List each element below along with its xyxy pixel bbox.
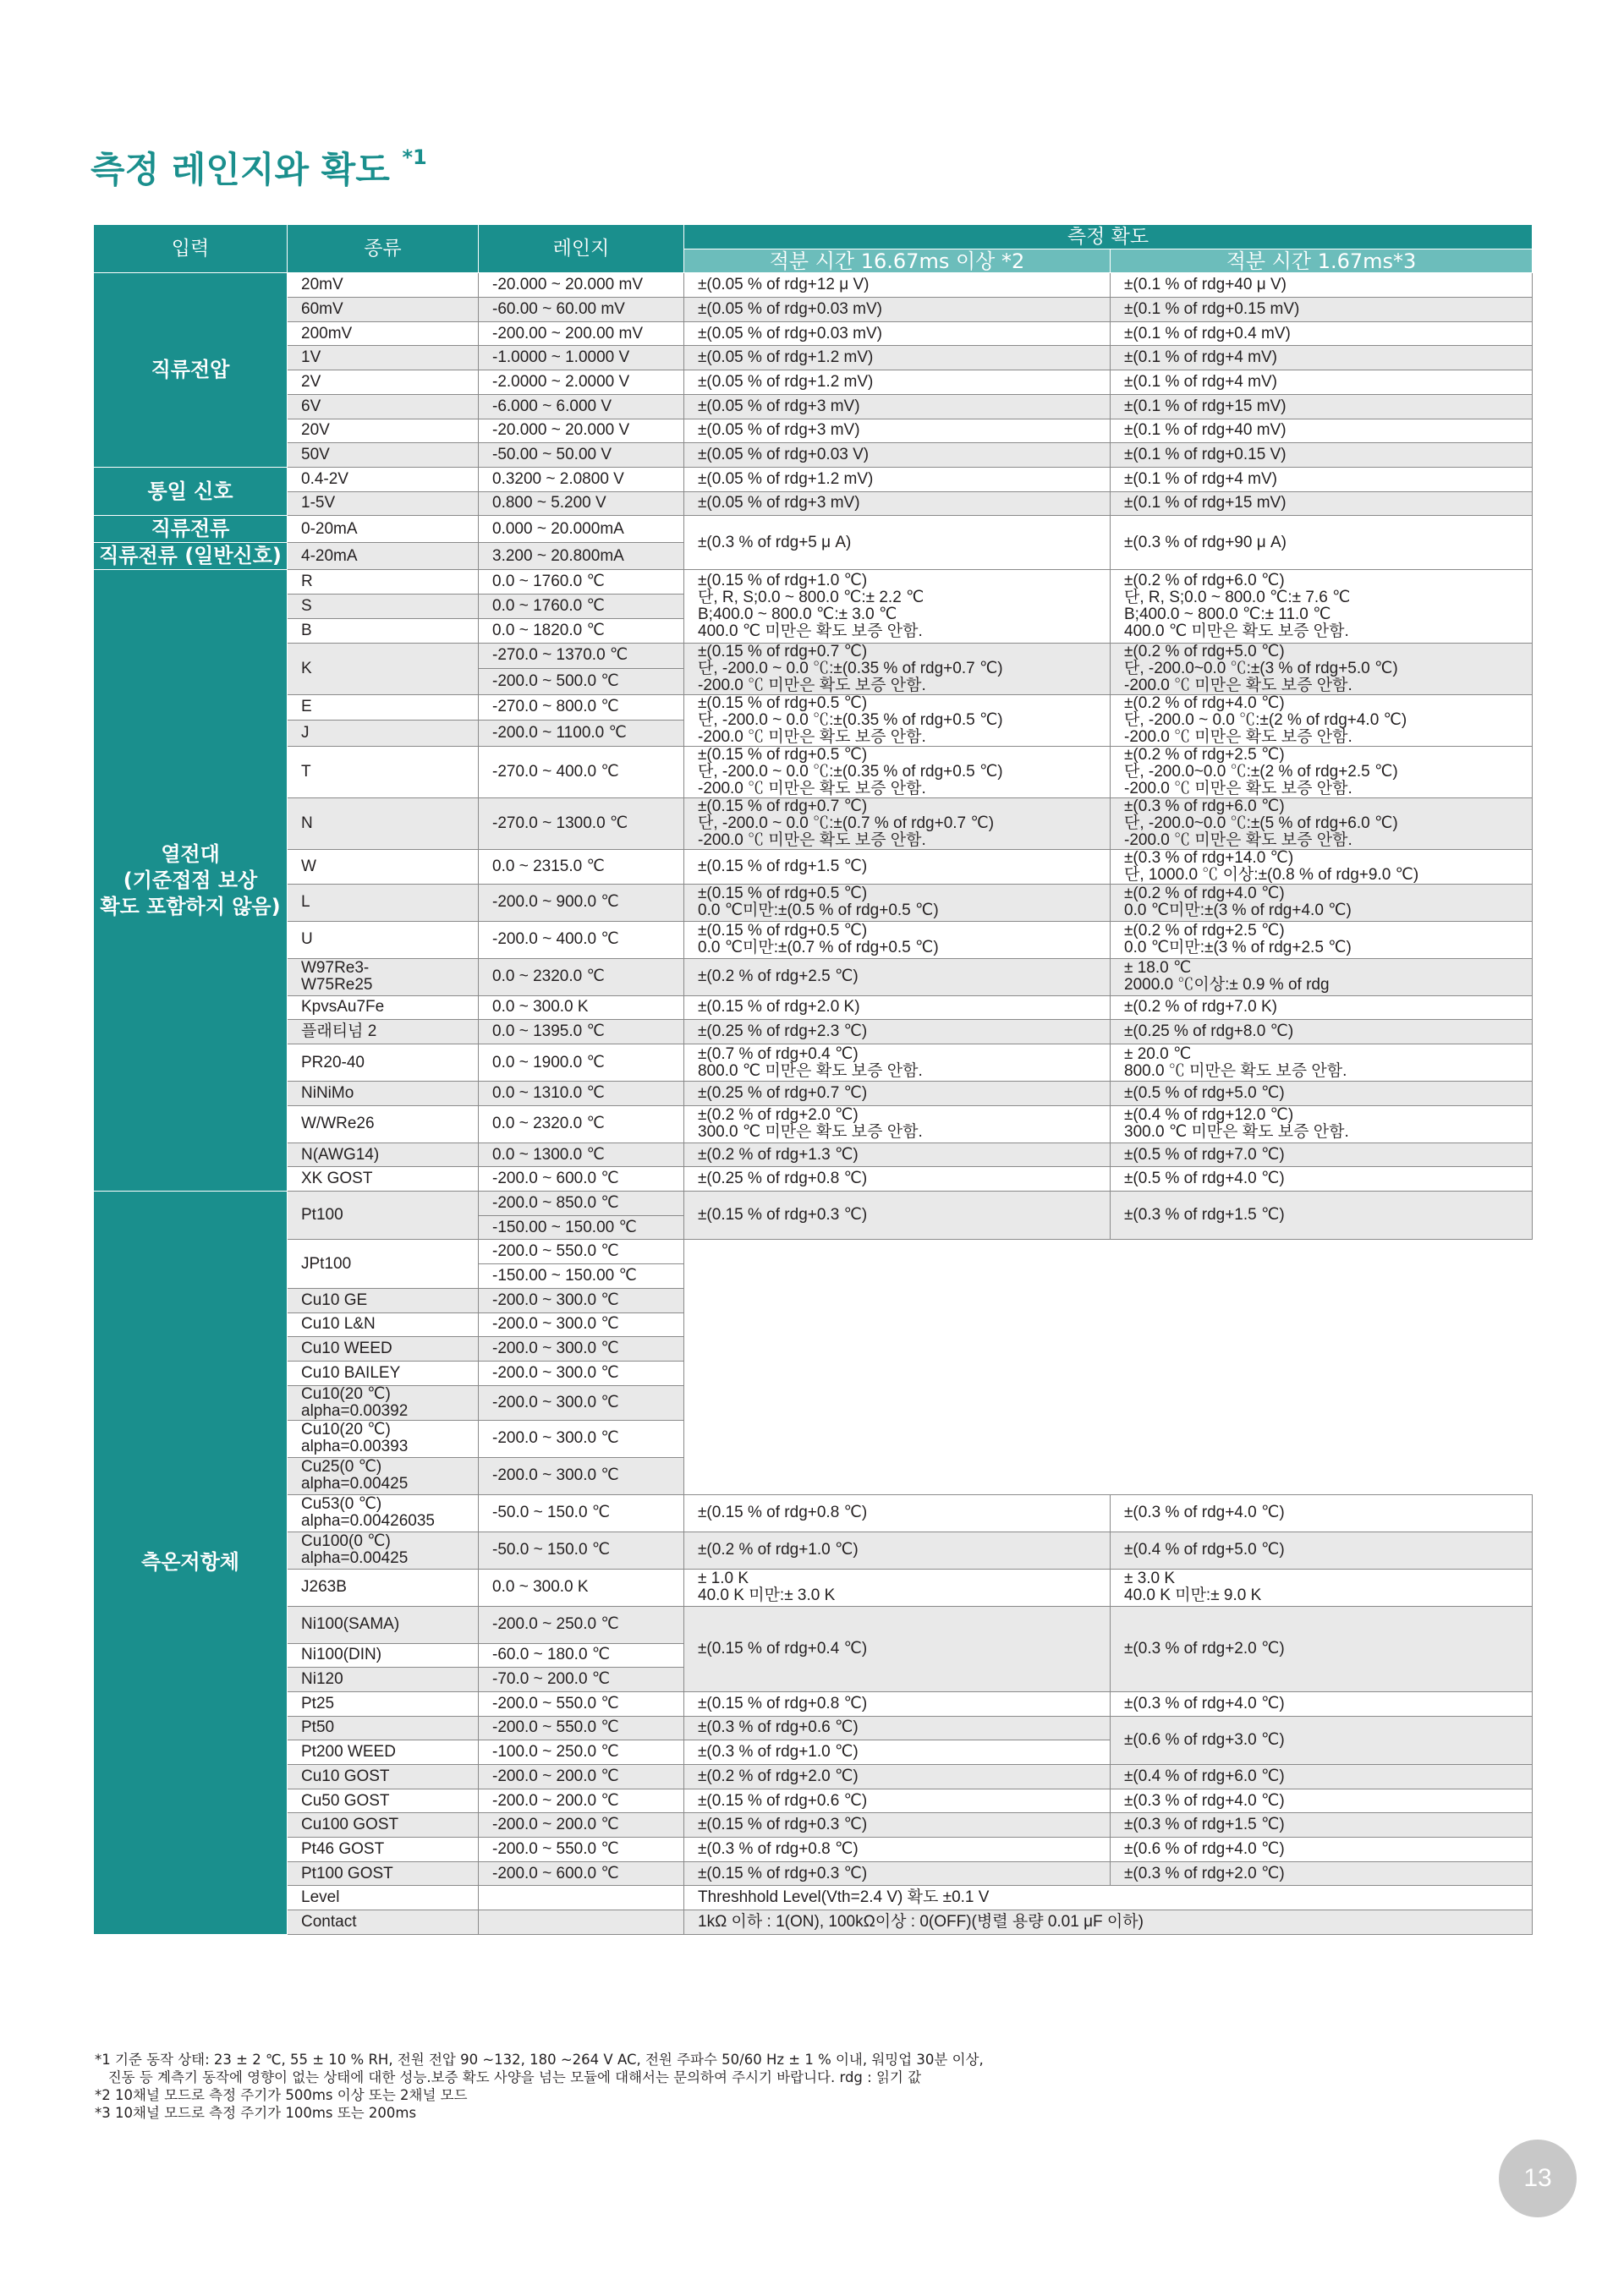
table-row bbox=[94, 1789, 1533, 1813]
table-row bbox=[94, 321, 1533, 346]
accuracy-1ms-cell: ±(0.1 % of rdg+15 mV) bbox=[1111, 491, 1533, 516]
range-cell: -70.0 ~ 200.0 ℃ bbox=[479, 1668, 684, 1692]
type-cell: 50V bbox=[288, 443, 479, 468]
accuracy-16ms-cell: ±(0.3 % of rdg+1.0 ℃) bbox=[684, 1740, 1111, 1765]
accuracy-16ms-cell: ±(0.2 % of rdg+2.0 ℃) bbox=[684, 1765, 1111, 1789]
table-row bbox=[94, 1082, 1533, 1106]
table-row bbox=[94, 1337, 1533, 1362]
page-title: 측정 레인지와 확도 $^{*1}$ bbox=[91, 145, 427, 190]
accuracy-16ms-cell: ±(0.15 % of rdg+0.5 ℃) 단, -200.0 ~ 0.0 ℃:±(0.35 % of rdg+0.5 ℃) -200.0 ℃ 미만은 확도 보증 안함. bbox=[684, 694, 1111, 746]
range-cell: -200.0 ~ 300.0 ℃ bbox=[479, 1457, 684, 1494]
category-dcv: 직류전압 bbox=[94, 273, 288, 468]
table-row bbox=[94, 1192, 1533, 1216]
range-cell: -200.0 ~ 250.0 ℃ bbox=[479, 1606, 684, 1643]
category-rtd: 측온저항체 bbox=[94, 1192, 288, 1935]
type-cell: Ni100(DIN) bbox=[288, 1643, 479, 1668]
accuracy-16ms-cell: ±(0.05 % of rdg+3 mV) bbox=[684, 419, 1111, 443]
type-cell: 1-5V bbox=[288, 491, 479, 516]
type-cell: Cu10(20 ℃) alpha=0.00393 bbox=[288, 1420, 479, 1457]
accuracy-16ms-cell: ±(0.3 % of rdg+0.8 ℃) bbox=[684, 1838, 1111, 1862]
range-cell: 0.0 ~ 1820.0 ℃ bbox=[479, 618, 684, 643]
type-cell: U bbox=[288, 921, 479, 958]
range-cell bbox=[479, 1910, 684, 1935]
type-cell: 20mV bbox=[288, 273, 479, 298]
table-row bbox=[94, 1167, 1533, 1192]
range-cell: -200.0 ~ 200.0 ℃ bbox=[479, 1789, 684, 1813]
accuracy-16ms-cell: ±(0.25 % of rdg+0.8 ℃) bbox=[684, 1167, 1111, 1192]
accuracy-16ms-cell: ±(0.15 % of rdg+1.5 ℃) bbox=[684, 849, 1111, 884]
type-cell: Pt100 GOST bbox=[288, 1861, 479, 1886]
range-accuracy-table bbox=[93, 224, 1533, 1935]
table-row bbox=[94, 1691, 1533, 1716]
accuracy-16ms-cell: ±(0.15 % of rdg+2.0 K) bbox=[684, 995, 1111, 1020]
range-cell: -200.0 ~ 300.0 ℃ bbox=[479, 1337, 684, 1362]
accuracy-16ms-cell: ±(0.05 % of rdg+3 mV) bbox=[684, 491, 1111, 516]
accuracy-1ms-cell: ±(0.3 % of rdg+90 μ A) bbox=[1111, 516, 1533, 570]
header-type: 종류 bbox=[288, 225, 479, 273]
range-cell: 0.800 ~ 5.200 V bbox=[479, 491, 684, 516]
type-cell: Cu10 L&N bbox=[288, 1312, 479, 1337]
accuracy-16ms-cell: ±(0.25 % of rdg+2.3 ℃) bbox=[684, 1020, 1111, 1044]
accuracy-16ms-cell: ±(0.15 % of rdg+1.0 ℃) 단, R, S;0.0 ~ 800.0 ℃:± 2.2 ℃ B;400.0 ~ 800.0 ℃:± 3.0 ℃ 400.0 ℃ 미만은 확도 보증 안함. bbox=[684, 570, 1111, 643]
category-tc: 열전대 (기준접점 보상 확도 포함하지 않음) bbox=[94, 570, 288, 1192]
accuracy-16ms-cell: ±(0.05 % of rdg+1.2 mV) bbox=[684, 467, 1111, 491]
table-row bbox=[94, 1494, 1533, 1532]
type-cell: 6V bbox=[288, 394, 479, 419]
range-cell: -60.00 ~ 60.00 mV bbox=[479, 298, 684, 322]
accuracy-1ms-cell: ±(0.3 % of rdg+1.5 ℃) bbox=[1111, 1813, 1533, 1838]
range-cell: -200.0 ~ 550.0 ℃ bbox=[479, 1838, 684, 1862]
range-cell: -200.0 ~ 550.0 ℃ bbox=[479, 1240, 684, 1264]
table-row bbox=[94, 1240, 1533, 1264]
type-cell: Cu10 GOST bbox=[288, 1765, 479, 1789]
accuracy-1ms-cell: ±(0.1 % of rdg+40 mV) bbox=[1111, 419, 1533, 443]
table-row bbox=[94, 419, 1533, 443]
type-cell: T bbox=[288, 746, 479, 797]
accuracy-16ms-cell: ±(0.15 % of rdg+0.7 ℃) 단, -200.0 ~ 0.0 ℃:±(0.35 % of rdg+0.7 ℃) -200.0 ℃ 미만은 확도 보증 안함. bbox=[684, 643, 1111, 694]
type-cell: Cu10 BAILEY bbox=[288, 1361, 479, 1385]
range-cell: -200.00 ~ 200.00 mV bbox=[479, 321, 684, 346]
table-row bbox=[94, 1569, 1533, 1606]
type-cell: Pt46 GOST bbox=[288, 1838, 479, 1862]
type-cell: K bbox=[288, 643, 479, 694]
accuracy-16ms-cell: ±(0.15 % of rdg+0.7 ℃) 단, -200.0 ~ 0.0 ℃:±(0.7 % of rdg+0.7 ℃) -200.0 ℃ 미만은 확도 보증 안함. bbox=[684, 797, 1111, 849]
type-cell: PR20-40 bbox=[288, 1044, 479, 1082]
type-cell: 20V bbox=[288, 419, 479, 443]
range-cell: -150.00 ~ 150.00 ℃ bbox=[479, 1264, 684, 1289]
table-row bbox=[94, 298, 1533, 322]
table-row bbox=[94, 1288, 1533, 1312]
type-cell: Level bbox=[288, 1886, 479, 1910]
accuracy-16ms-cell: ±(0.15 % of rdg+0.3 ℃) bbox=[684, 1861, 1111, 1886]
type-cell: Pt50 bbox=[288, 1716, 479, 1740]
range-cell: -270.0 ~ 1370.0 ℃ bbox=[479, 643, 684, 669]
table-row bbox=[94, 1385, 1533, 1420]
category-dci: 직류전류 bbox=[94, 516, 288, 543]
type-cell: R bbox=[288, 570, 479, 595]
range-cell: 0.0 ~ 2315.0 ℃ bbox=[479, 849, 684, 884]
type-cell: J bbox=[288, 721, 479, 747]
type-cell: B bbox=[288, 618, 479, 643]
type-cell: Cu100(0 ℃) alpha=0.00425 bbox=[288, 1532, 479, 1569]
table-row bbox=[94, 694, 1533, 721]
table-row bbox=[94, 394, 1533, 419]
table-row bbox=[94, 1765, 1533, 1789]
accuracy-16ms-cell: ±(0.2 % of rdg+1.3 ℃) bbox=[684, 1143, 1111, 1167]
accuracy-1ms-cell: ±(0.1 % of rdg+0.15 mV) bbox=[1111, 298, 1533, 322]
table-row bbox=[94, 1532, 1533, 1569]
range-cell: -200.0 ~ 850.0 ℃ bbox=[479, 1192, 684, 1216]
accuracy-1ms-cell: ±(0.2 % of rdg+2.5 ℃) 0.0 ℃미만:±(3 % of rdg+2.5 ℃) bbox=[1111, 921, 1533, 958]
table-row bbox=[94, 467, 1533, 491]
type-cell: 0-20mA bbox=[288, 516, 479, 543]
range-cell: 0.0 ~ 1760.0 ℃ bbox=[479, 595, 684, 619]
type-cell: Pt100 bbox=[288, 1192, 479, 1240]
accuracy-16ms-cell: ±(0.15 % of rdg+0.4 ℃) bbox=[684, 1606, 1111, 1691]
accuracy-1ms-cell: ±(0.4 % of rdg+6.0 ℃) bbox=[1111, 1765, 1533, 1789]
type-cell: 0.4-2V bbox=[288, 467, 479, 491]
range-cell: -200.0 ~ 500.0 ℃ bbox=[479, 669, 684, 695]
accuracy-16ms-cell: ±(0.05 % of rdg+0.03 mV) bbox=[684, 298, 1111, 322]
accuracy-1ms-cell: ±(0.1 % of rdg+4 mV) bbox=[1111, 346, 1533, 370]
accuracy-1ms-cell: ±(0.5 % of rdg+7.0 ℃) bbox=[1111, 1143, 1533, 1167]
accuracy-1ms-cell: ± 20.0 ℃ 800.0 ℃ 미만은 확도 보증 안함. bbox=[1111, 1044, 1533, 1082]
range-cell: 0.3200 ~ 2.0800 V bbox=[479, 467, 684, 491]
range-cell: -200.0 ~ 200.0 ℃ bbox=[479, 1765, 684, 1789]
table-row bbox=[94, 443, 1533, 468]
footnote-line: 진동 등 계측기 동작에 영향이 없는 상태에 대한 성능.보증 확도 사양을 넘는 모듈에 대해서는 문의하여 주시기 바랍니다. rdg : 읽기 값 bbox=[95, 2069, 922, 2085]
range-cell: 0.0 ~ 300.0 K bbox=[479, 1569, 684, 1606]
range-cell: 0.0 ~ 1300.0 ℃ bbox=[479, 1143, 684, 1167]
accuracy-1ms-cell: ±(0.1 % of rdg+4 mV) bbox=[1111, 370, 1533, 395]
range-cell: -200.0 ~ 300.0 ℃ bbox=[479, 1385, 684, 1420]
accuracy-16ms-cell: ±(0.15 % of rdg+0.5 ℃) 0.0 ℃미만:±(0.5 % of rdg+0.5 ℃) bbox=[684, 884, 1111, 921]
accuracy-16ms-cell: ±(0.2 % of rdg+1.0 ℃) bbox=[684, 1532, 1111, 1569]
accuracy-1ms-cell: ±(0.4 % of rdg+5.0 ℃) bbox=[1111, 1532, 1533, 1569]
type-cell: 1V bbox=[288, 346, 479, 370]
accuracy-1ms-cell: ± 3.0 K 40.0 K 미만:± 9.0 K bbox=[1111, 1569, 1533, 1606]
accuracy-1ms-cell: ±(0.3 % of rdg+4.0 ℃) bbox=[1111, 1494, 1533, 1532]
table-row bbox=[94, 995, 1533, 1020]
accuracy-1ms-cell: ±(0.1 % of rdg+15 mV) bbox=[1111, 394, 1533, 419]
range-cell: -20.000 ~ 20.000 V bbox=[479, 419, 684, 443]
range-cell: -200.0 ~ 900.0 ℃ bbox=[479, 884, 684, 921]
type-cell: Cu10 GE bbox=[288, 1288, 479, 1312]
table-row bbox=[94, 746, 1533, 797]
type-cell: W bbox=[288, 849, 479, 884]
table-row bbox=[94, 884, 1533, 921]
accuracy-1ms-cell: ±(0.2 % of rdg+4.0 ℃) 0.0 ℃미만:±(3 % of rdg+4.0 ℃) bbox=[1111, 884, 1533, 921]
accuracy-1ms-cell: ±(0.4 % of rdg+12.0 ℃) 300.0 ℃ 미만은 확도 보증 안함. bbox=[1111, 1105, 1533, 1143]
type-cell: Contact bbox=[288, 1910, 479, 1935]
type-cell: Pt25 bbox=[288, 1691, 479, 1716]
range-cell: -200.0 ~ 300.0 ℃ bbox=[479, 1288, 684, 1312]
table-row bbox=[94, 346, 1533, 370]
type-cell: XK GOST bbox=[288, 1167, 479, 1192]
table-row bbox=[94, 797, 1533, 849]
table-row bbox=[94, 273, 1533, 298]
type-cell: 200mV bbox=[288, 321, 479, 346]
type-cell: Cu100 GOST bbox=[288, 1813, 479, 1838]
table-row bbox=[94, 1838, 1533, 1862]
accuracy-16ms-cell: ±(0.15 % of rdg+0.5 ℃) 0.0 ℃미만:±(0.7 % of rdg+0.5 ℃) bbox=[684, 921, 1111, 958]
range-cell: -2.0000 ~ 2.0000 V bbox=[479, 370, 684, 395]
table-row bbox=[94, 570, 1533, 595]
type-cell: E bbox=[288, 694, 479, 721]
type-cell: Cu53(0 ℃) alpha=0.00426035 bbox=[288, 1494, 479, 1532]
type-cell: 60mV bbox=[288, 298, 479, 322]
accuracy-16ms-cell: ±(0.25 % of rdg+0.7 ℃) bbox=[684, 1082, 1111, 1106]
type-cell: Cu10(20 ℃) alpha=0.00392 bbox=[288, 1385, 479, 1420]
header-accuracy-integration-16ms: 적분 시간 16.67ms 이상 *2 bbox=[684, 249, 1111, 273]
type-cell: S bbox=[288, 595, 479, 619]
accuracy-16ms-cell: ±(0.05 % of rdg+12 μ V) bbox=[684, 273, 1111, 298]
type-cell: Ni100(SAMA) bbox=[288, 1606, 479, 1643]
accuracy-1ms-cell: ±(0.6 % of rdg+4.0 ℃) bbox=[1111, 1838, 1533, 1862]
table-row bbox=[94, 958, 1533, 995]
title-footnote-mark: *1 bbox=[402, 145, 427, 169]
accuracy-1ms-cell: ±(0.1 % of rdg+0.4 mV) bbox=[1111, 321, 1533, 346]
table-row bbox=[94, 1020, 1533, 1044]
range-cell: -270.0 ~ 400.0 ℃ bbox=[479, 746, 684, 797]
header-accuracy: 측정 확도 bbox=[684, 225, 1533, 249]
range-cell: 0.0 ~ 2320.0 ℃ bbox=[479, 958, 684, 995]
accuracy-1ms-cell: ±(0.3 % of rdg+4.0 ℃) bbox=[1111, 1789, 1533, 1813]
accuracy-16ms-cell: ±(0.05 % of rdg+3 mV) bbox=[684, 394, 1111, 419]
accuracy-1ms-cell: ±(0.2 % of rdg+6.0 ℃) 단, R, S;0.0 ~ 800.0 ℃:± 7.6 ℃ B;400.0 ~ 800.0 ℃:± 11.0 ℃ 400.0 ℃ 미만은 확도 보증 안함. bbox=[1111, 570, 1533, 643]
range-cell: -200.0 ~ 550.0 ℃ bbox=[479, 1691, 684, 1716]
table-row bbox=[94, 491, 1533, 516]
accuracy-16ms-cell: ±(0.3 % of rdg+5 μ A) bbox=[684, 516, 1111, 570]
range-cell: -150.00 ~ 150.00 ℃ bbox=[479, 1215, 684, 1240]
accuracy-16ms-cell: ± 1.0 K 40.0 K 미만:± 3.0 K bbox=[684, 1569, 1111, 1606]
range-cell: 0.0 ~ 300.0 K bbox=[479, 995, 684, 1020]
accuracy-1ms-cell: ±(0.5 % of rdg+5.0 ℃) bbox=[1111, 1082, 1533, 1106]
range-cell: 0.0 ~ 1760.0 ℃ bbox=[479, 570, 684, 595]
accuracy-1ms-cell: ± 18.0 ℃ 2000.0 ℃이상:± 0.9 % of rdg bbox=[1111, 958, 1533, 995]
range-cell: -200.0 ~ 300.0 ℃ bbox=[479, 1361, 684, 1385]
category-dci_general: 직류전류 (일반신호) bbox=[94, 543, 288, 570]
type-cell: Pt200 WEED bbox=[288, 1740, 479, 1765]
table-row bbox=[94, 1813, 1533, 1838]
accuracy-1ms-cell: ±(0.2 % of rdg+2.5 ℃) 단, -200.0~0.0 ℃:±(2 % of rdg+2.5 ℃) -200.0 ℃ 미만은 확도 보증 안함. bbox=[1111, 746, 1533, 797]
range-cell: -200.0 ~ 1100.0 ℃ bbox=[479, 721, 684, 747]
table-row bbox=[94, 921, 1533, 958]
accuracy-16ms-cell: ±(0.05 % of rdg+0.03 mV) bbox=[684, 321, 1111, 346]
table-row bbox=[94, 1910, 1533, 1935]
accuracy-16ms-cell: ±(0.15 % of rdg+0.3 ℃) bbox=[684, 1813, 1111, 1838]
header-range: 레인지 bbox=[479, 225, 684, 273]
range-cell: -60.0 ~ 180.0 ℃ bbox=[479, 1643, 684, 1668]
accuracy-16ms-cell: ±(0.2 % of rdg+2.5 ℃) bbox=[684, 958, 1111, 995]
table-row bbox=[94, 516, 1533, 543]
range-cell: -200.0 ~ 600.0 ℃ bbox=[479, 1167, 684, 1192]
type-cell: N bbox=[288, 797, 479, 849]
range-cell: 0.000 ~ 20.000mA bbox=[479, 516, 684, 543]
range-cell: -270.0 ~ 1300.0 ℃ bbox=[479, 797, 684, 849]
table-body bbox=[94, 273, 1533, 1934]
range-cell: -200.0 ~ 600.0 ℃ bbox=[479, 1861, 684, 1886]
range-cell: 0.0 ~ 1395.0 ℃ bbox=[479, 1020, 684, 1044]
range-cell: -20.000 ~ 20.000 mV bbox=[479, 273, 684, 298]
range-cell: -200.0 ~ 550.0 ℃ bbox=[479, 1716, 684, 1740]
type-cell: 2V bbox=[288, 370, 479, 395]
table-row bbox=[94, 1143, 1533, 1167]
accuracy-16ms-cell: ±(0.15 % of rdg+0.6 ℃) bbox=[684, 1789, 1111, 1813]
category-unified: 통일 신호 bbox=[94, 467, 288, 515]
footnote-line: *2 10채널 모드로 측정 주기가 500ms 이상 또는 2채널 모드 bbox=[95, 2087, 468, 2103]
accuracy-16ms-cell: ±(0.15 % of rdg+0.8 ℃) bbox=[684, 1494, 1111, 1532]
accuracy-1ms-cell: ±(0.1 % of rdg+0.15 V) bbox=[1111, 443, 1533, 468]
page-number: 13 bbox=[1499, 2140, 1577, 2217]
type-cell: Cu25(0 ℃) alpha=0.00425 bbox=[288, 1457, 479, 1494]
range-cell: -270.0 ~ 800.0 ℃ bbox=[479, 694, 684, 721]
type-cell: N(AWG14) bbox=[288, 1143, 479, 1167]
range-cell: -200.0 ~ 300.0 ℃ bbox=[479, 1312, 684, 1337]
type-cell: JPt100 bbox=[288, 1240, 479, 1288]
accuracy-1ms-cell: ±(0.1 % of rdg+40 μ V) bbox=[1111, 273, 1533, 298]
accuracy-1ms-cell: ±(0.3 % of rdg+2.0 ℃) bbox=[1111, 1606, 1533, 1691]
accuracy-16ms-cell: ±(0.05 % of rdg+1.2 mV) bbox=[684, 370, 1111, 395]
footnote-line: *1 기준 동작 상태: 23 ± 2 ℃, 55 ± 10 % RH, 전원 전압 90 ~132, 180 ~264 V AC, 전원 주파수 50/60 Hz ± 1 % 이내, 워밍업 30분 이상, bbox=[95, 2052, 984, 2068]
accuracy-16ms-cell: ±(0.05 % of rdg+1.2 mV) bbox=[684, 346, 1111, 370]
table-row bbox=[94, 849, 1533, 884]
accuracy-1ms-cell: ±(0.1 % of rdg+4 mV) bbox=[1111, 467, 1533, 491]
type-cell: L bbox=[288, 884, 479, 921]
accuracy-16ms-cell: ±(0.15 % of rdg+0.8 ℃) bbox=[684, 1691, 1111, 1716]
accuracy-1ms-cell: ±(0.3 % of rdg+1.5 ℃) bbox=[1111, 1192, 1533, 1240]
accuracy-16ms-cell: ±(0.2 % of rdg+2.0 ℃) 300.0 ℃ 미만은 확도 보증 안함. bbox=[684, 1105, 1111, 1143]
accuracy-1ms-cell: ±(0.2 % of rdg+4.0 ℃) 단, -200.0 ~ 0.0 ℃:±(2 % of rdg+4.0 ℃) -200.0 ℃ 미만은 확도 보증 안함. bbox=[1111, 694, 1533, 746]
accuracy-16ms-cell: ±(0.3 % of rdg+0.6 ℃) bbox=[684, 1716, 1111, 1740]
type-cell: 4-20mA bbox=[288, 543, 479, 570]
header-accuracy-integration-1ms: 적분 시간 1.67ms*3 bbox=[1111, 249, 1533, 273]
accuracy-16ms-cell: ±(0.15 % of rdg+0.3 ℃) bbox=[684, 1192, 1111, 1240]
accuracy-16ms-cell: ±(0.15 % of rdg+0.5 ℃) 단, -200.0 ~ 0.0 ℃:±(0.35 % of rdg+0.5 ℃) -200.0 ℃ 미만은 확도 보증 안함. bbox=[684, 746, 1111, 797]
accuracy-1ms-cell: ±(0.3 % of rdg+6.0 ℃) 단, -200.0~0.0 ℃:±(5 % of rdg+6.0 ℃) -200.0 ℃ 미만은 확도 보증 안함. bbox=[1111, 797, 1533, 849]
range-cell: 3.200 ~ 20.800mA bbox=[479, 543, 684, 570]
range-cell bbox=[479, 1886, 684, 1910]
table-row bbox=[94, 1716, 1533, 1740]
table-row bbox=[94, 643, 1533, 669]
accuracy-1ms-cell: ±(0.5 % of rdg+4.0 ℃) bbox=[1111, 1167, 1533, 1192]
range-cell: 0.0 ~ 1310.0 ℃ bbox=[479, 1082, 684, 1106]
accuracy-16ms-cell: ±(0.7 % of rdg+0.4 ℃) 800.0 ℃ 미만은 확도 보증 안함. bbox=[684, 1044, 1111, 1082]
table-row bbox=[94, 1886, 1533, 1910]
table-row bbox=[94, 1105, 1533, 1143]
accuracy-1ms-cell: ±(0.3 % of rdg+2.0 ℃) bbox=[1111, 1861, 1533, 1886]
range-cell: -50.0 ~ 150.0 ℃ bbox=[479, 1532, 684, 1569]
footnotes bbox=[95, 2051, 984, 2122]
table-row bbox=[94, 1044, 1533, 1082]
range-cell: -200.0 ~ 200.0 ℃ bbox=[479, 1813, 684, 1838]
range-cell: -100.0 ~ 250.0 ℃ bbox=[479, 1740, 684, 1765]
accuracy-1ms-cell: ±(0.3 % of rdg+4.0 ℃) bbox=[1111, 1691, 1533, 1716]
type-cell: 플래티넘 2 bbox=[288, 1020, 479, 1044]
type-cell: W97Re3- W75Re25 bbox=[288, 958, 479, 995]
accuracy-1ms-cell: ±(0.2 % of rdg+5.0 ℃) 단, -200.0~0.0 ℃:±(3 % of rdg+5.0 ℃) -200.0 ℃ 미만은 확도 보증 안함. bbox=[1111, 643, 1533, 694]
range-cell: -1.0000 ~ 1.0000 V bbox=[479, 346, 684, 370]
table-row bbox=[94, 1861, 1533, 1886]
table-row bbox=[94, 1420, 1533, 1457]
table-row bbox=[94, 370, 1533, 395]
type-cell: Cu50 GOST bbox=[288, 1789, 479, 1813]
type-cell: W/WRe26 bbox=[288, 1105, 479, 1143]
type-cell: J263B bbox=[288, 1569, 479, 1606]
type-cell: Ni120 bbox=[288, 1668, 479, 1692]
type-cell: Cu10 WEED bbox=[288, 1337, 479, 1362]
table-row bbox=[94, 1457, 1533, 1494]
footnote-line: *3 10채널 모드로 측정 주기가 100ms 또는 200ms bbox=[95, 2105, 417, 2121]
table-row bbox=[94, 1361, 1533, 1385]
type-cell: KpvsAu7Fe bbox=[288, 995, 479, 1020]
header-input: 입력 bbox=[94, 225, 288, 273]
spec-cell: 1kΩ 이하 : 1(ON), 100kΩ이상 : 0(OFF)(병렬 용량 0.01 μF 이하) bbox=[684, 1910, 1533, 1935]
range-cell: 0.0 ~ 2320.0 ℃ bbox=[479, 1105, 684, 1143]
accuracy-1ms-cell: ±(0.25 % of rdg+8.0 ℃) bbox=[1111, 1020, 1533, 1044]
range-cell: -50.0 ~ 150.0 ℃ bbox=[479, 1494, 684, 1532]
range-cell: 0.0 ~ 1900.0 ℃ bbox=[479, 1044, 684, 1082]
table-row bbox=[94, 1606, 1533, 1643]
range-cell: -50.00 ~ 50.00 V bbox=[479, 443, 684, 468]
accuracy-1ms-cell: ±(0.3 % of rdg+14.0 ℃) 단, 1000.0 ℃ 이상:±(0.8 % of rdg+9.0 ℃) bbox=[1111, 849, 1533, 884]
accuracy-16ms-cell: ±(0.05 % of rdg+0.03 V) bbox=[684, 443, 1111, 468]
accuracy-1ms-cell: ±(0.2 % of rdg+7.0 K) bbox=[1111, 995, 1533, 1020]
table-row bbox=[94, 1312, 1533, 1337]
spec-cell: Threshhold Level(Vth=2.4 V) 확도 ±0.1 V bbox=[684, 1886, 1533, 1910]
type-cell: NiNiMo bbox=[288, 1082, 479, 1106]
range-cell: -200.0 ~ 400.0 ℃ bbox=[479, 921, 684, 958]
range-cell: -6.000 ~ 6.000 V bbox=[479, 394, 684, 419]
accuracy-1ms-cell: ±(0.6 % of rdg+3.0 ℃) bbox=[1111, 1716, 1533, 1764]
range-cell: -200.0 ~ 300.0 ℃ bbox=[479, 1420, 684, 1457]
